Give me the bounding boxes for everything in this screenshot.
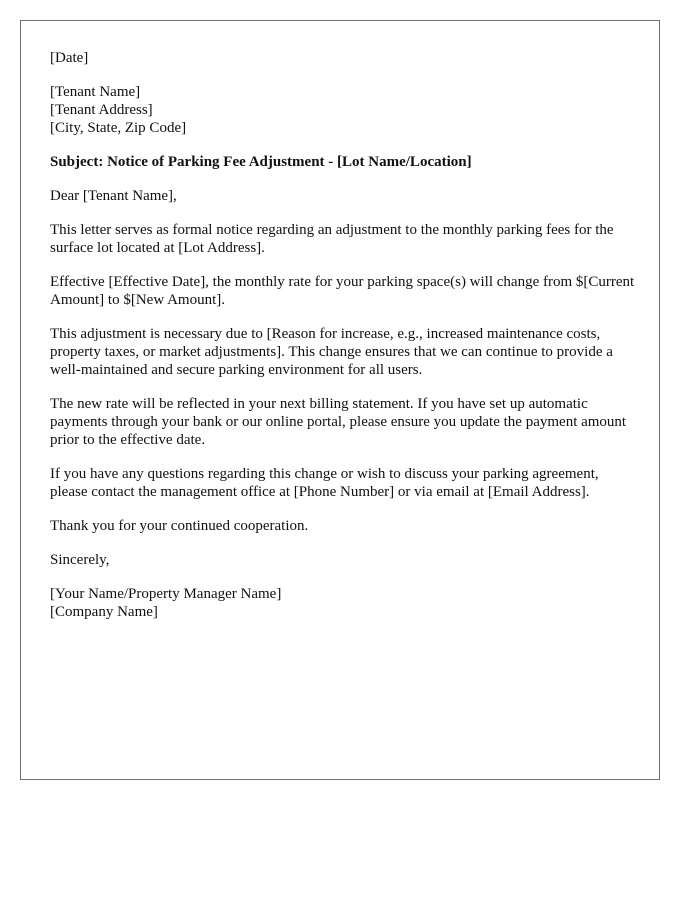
signature-block	[50, 585, 635, 621]
letter-salutation: Dear [Tenant Name],	[50, 188, 177, 204]
recipient-block	[50, 83, 635, 137]
signature-name: [Your Name/Property Manager Name]	[50, 586, 282, 602]
letter-date: [Date]	[50, 50, 89, 66]
paragraph-effective-rate: Effective [Effective Date], the monthly rate for your parking space(s) will change from $[Current Amount] to $[New Amount].	[50, 274, 635, 308]
paragraph-contact: If you have any questions regarding this change or wish to discuss your parking agreement, please contact the management office at [Phone Number] or via email at [Email Address].	[50, 466, 599, 500]
paragraph-billing: The new rate will be reflected in your next billing statement. If you have set up automatic payments through your bank or our online portal, please ensure you update the payment amount prior to the effective date.	[50, 396, 627, 448]
letter-subject: Subject: Notice of Parking Fee Adjustment - [Lot Name/Location]	[50, 154, 472, 170]
recipient-address: [Tenant Address]	[50, 102, 153, 118]
letter-page	[20, 20, 660, 780]
signature-company: [Company Name]	[50, 604, 158, 620]
recipient-name: [Tenant Name]	[50, 84, 141, 100]
paragraph-thanks: Thank you for your continued cooperation.	[50, 518, 309, 534]
letter-body	[50, 49, 635, 637]
paragraph-notice: This letter serves as formal notice regarding an adjustment to the monthly parking fees for the surface lot located at [Lot Address].	[50, 222, 614, 256]
recipient-city-state-zip: [City, State, Zip Code]	[50, 120, 187, 136]
letter-closing: Sincerely,	[50, 552, 110, 568]
paragraph-reason: This adjustment is necessary due to [Reason for increase, e.g., increased maintenance costs, property taxes, or market adjustments]. This change ensures that we can continue to provide a well-maintained and secure parking environment for all users.	[50, 326, 613, 378]
